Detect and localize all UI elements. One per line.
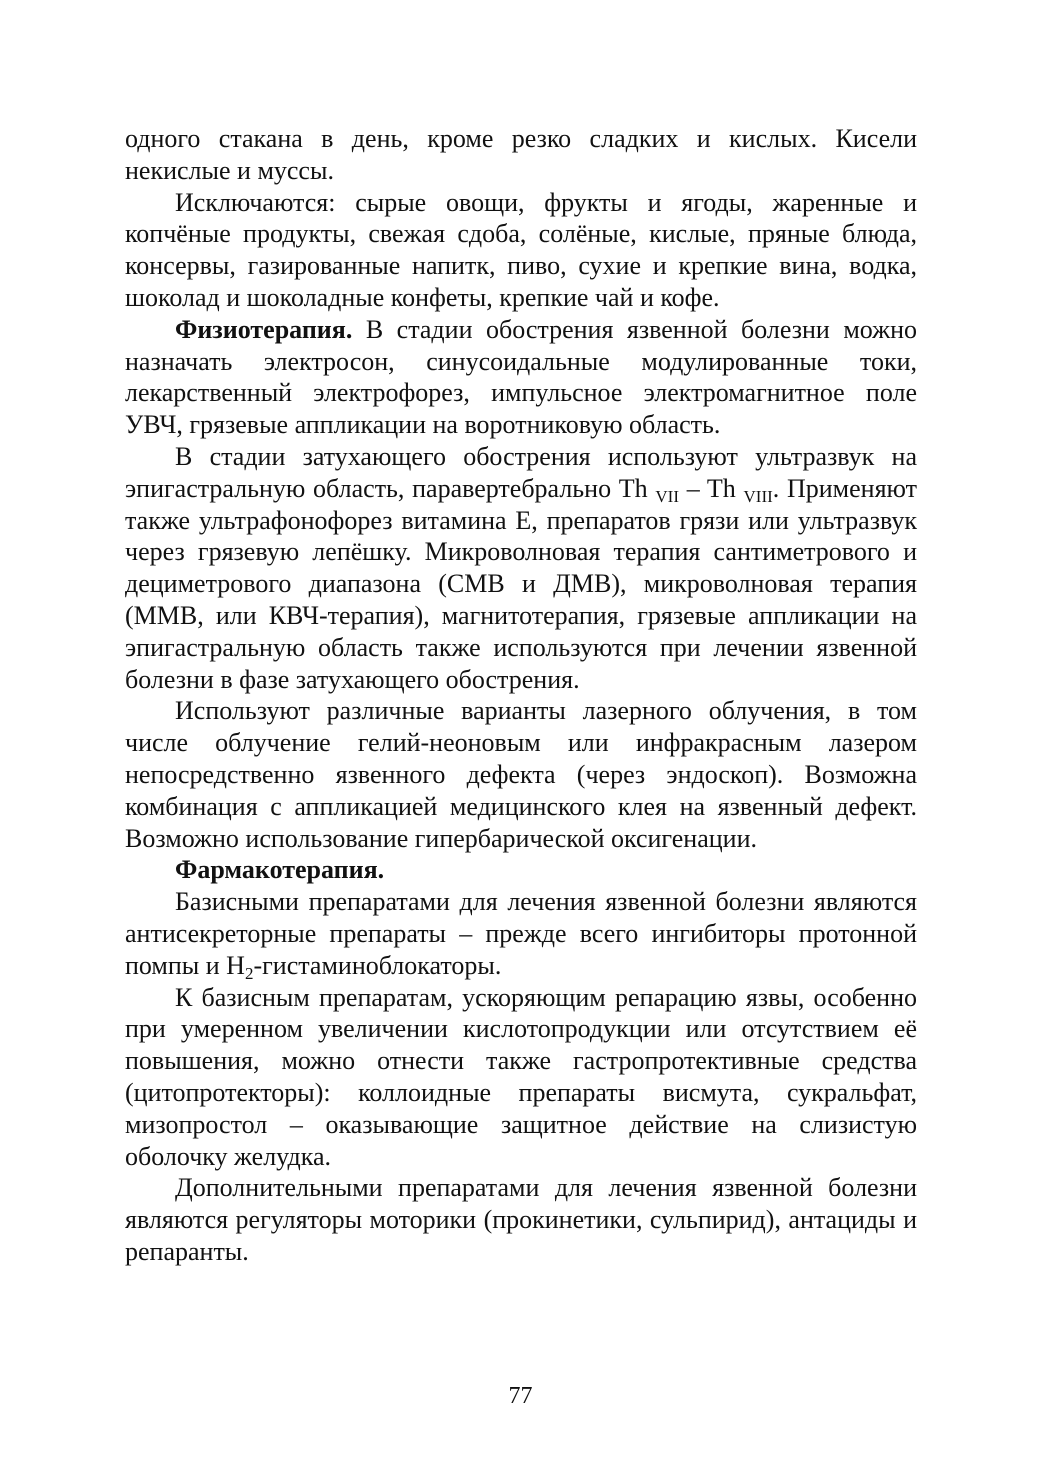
paragraph-text: В стадии затухающего обострения используют ультразвук на эпигастральную область, паравертебрально Th xyxy=(125,441,917,503)
paragraph-text: К базисным препаратам, ускоряющим репарацию язвы, особенно при умеренном увеличении кислотопродукции или отсутствием её повышения, можно отнести также гастропротективные средства (цитопротекторы): коллоидные препараты висмута, сукральфат, мизопростол – оказывающие защитное действие на слизистую оболочку желудка. xyxy=(125,982,917,1171)
paragraph-text: Базисными препаратами для лечения язвенной болезни являются антисекреторные препараты – прежде всего ингибиторы протонной помпы и Н xyxy=(125,887,917,980)
paragraph-fading-exacerbation xyxy=(125,441,917,695)
text-column xyxy=(125,123,917,1268)
paragraph-text: – Th xyxy=(678,473,744,503)
paragraph-excluded-foods xyxy=(125,187,917,314)
paragraph-laser-therapy xyxy=(125,695,917,854)
paragraph-text: -гистаминоблокаторы. xyxy=(253,950,502,980)
paragraph-text: одного стакана в день, кроме резко сладких и кислых. Кисели некислые и муссы. xyxy=(125,124,917,185)
paragraph-diet-continuation xyxy=(125,123,917,187)
subscript-h2: 2 xyxy=(244,963,254,983)
paragraph-gastroprotective xyxy=(125,982,917,1173)
page-number: 77 xyxy=(508,1383,533,1409)
paragraph-text: В стадии обострения язвенной болезни можно назначать электросон, синусоидальные модулированные токи, лекарственный электрофорез, импульсное электромагнитное поле УВЧ, грязевые аппликации на воротниковую область. xyxy=(125,314,917,440)
paragraph-text: Дополнительными препаратами для лечения язвенной болезни являются регуляторы моторики (прокинетики, сульпирид), антациды и репаранты. xyxy=(125,1173,917,1266)
paragraph-text: Исключаются: сырые овощи, фрукты и ягоды, жаренные и копчёные продукты, свежая сдоба, солёные, кислые, пряные блюда, консервы, газированные напитк, пиво, сухие и крепкие вина, водка, шоколад и шоколадные конфеты, крепкие чай и кофе. xyxy=(125,187,917,312)
paragraph-text: Используют различные варианты лазерного облучения, в том числе облучение гелий-неоновым или инфракрасным лазером непосредственно язвенного дефекта (через эндоскоп). Возможна комбинация с аппликацией медицинского клея на язвенный дефект. Возможно использование гипербарической оксигенации. xyxy=(125,696,917,853)
paragraph-physiotherapy xyxy=(125,314,917,441)
paragraph-basic-drugs xyxy=(125,886,917,981)
pharmacotherapy-heading: Фармакотерапия. xyxy=(175,855,385,885)
paragraph-additional-drugs xyxy=(125,1172,917,1267)
paragraph-text: . Применяют также ультрафонофорез витамина Е, препаратов грязи или ультразвук через грязевую лепёшку. Микроволновая терапия сантиметрового и дециметрового диапазона (СМВ и ДМВ), микроволновая терапия (ММВ, или КВЧ-терапия), магнитотерапия, грязевые аппликации на эпигастральную область также используются при лечении язвенной болезни в фазе затухающего обострения. xyxy=(125,473,917,694)
subscript-vertebra-start: VII xyxy=(655,486,679,506)
subscript-vertebra-end: VIII xyxy=(743,486,773,506)
physiotherapy-heading: Физиотерапия. xyxy=(175,314,353,344)
